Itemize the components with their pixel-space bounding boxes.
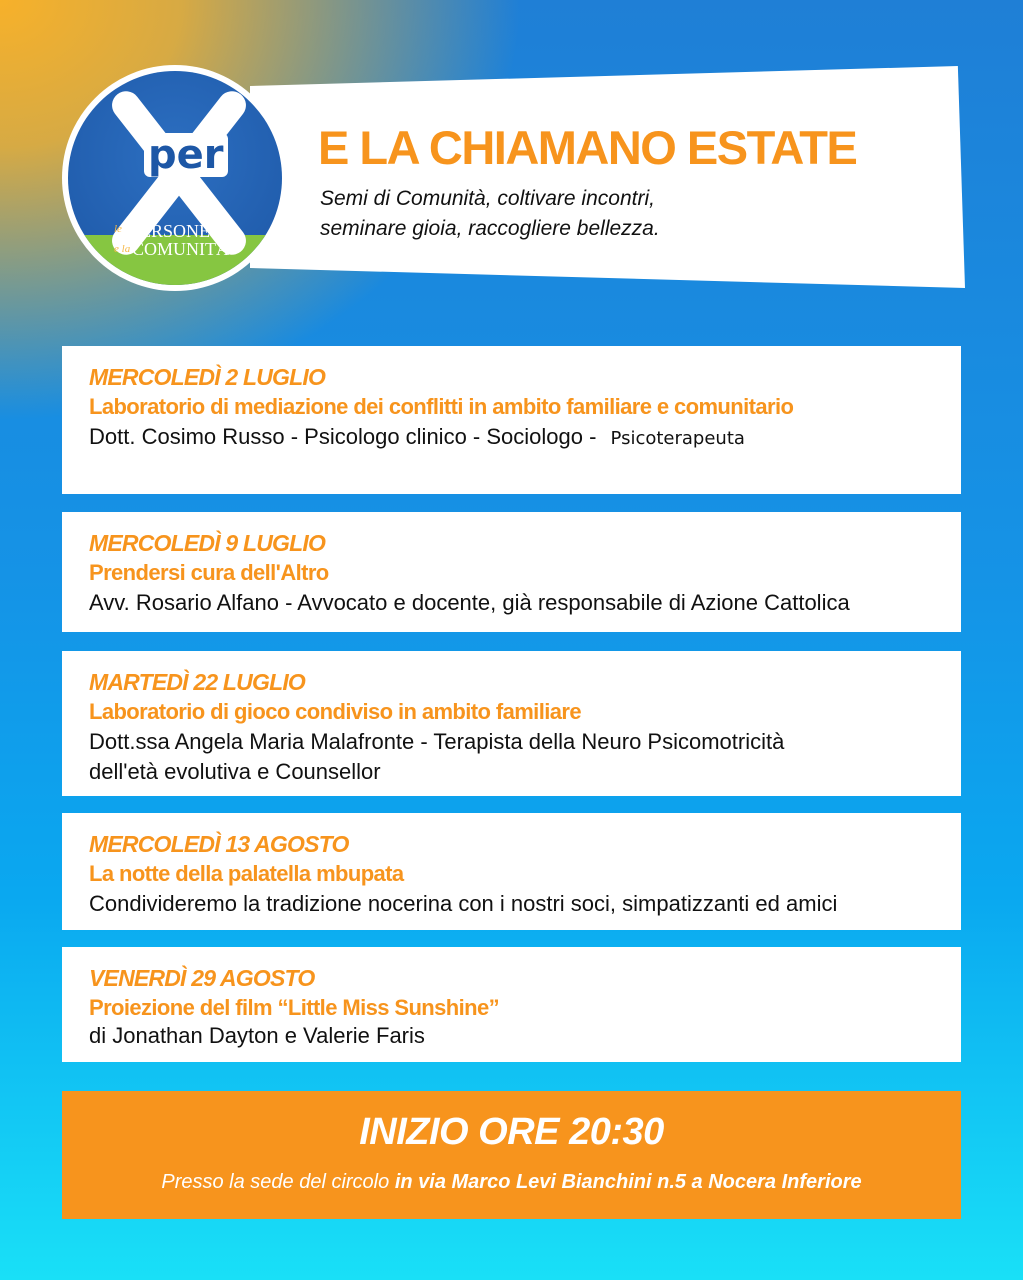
event-title: Laboratorio di mediazione dei conflitti in ambito familiare e comunitario	[89, 394, 794, 419]
event-date: MERCOLEDÌ 9 LUGLIO	[89, 530, 326, 556]
event-description	[89, 588, 949, 618]
start-time: INIZIO ORE 20:30	[359, 1111, 664, 1153]
page-title: E LA CHIAMANO ESTATE	[318, 121, 857, 174]
venue-prefix: Presso la sede del circolo	[161, 1171, 390, 1193]
event-card	[62, 813, 961, 930]
event-title: Proiezione del film “Little Miss Sunshine”	[89, 995, 499, 1020]
page-subtitle	[320, 184, 880, 244]
event-title: Laboratorio di gioco condiviso in ambito familiare	[89, 699, 581, 724]
per-le-persone-logo	[62, 65, 288, 291]
event-title: La notte della palatella mbupata	[89, 861, 404, 886]
event-description	[89, 422, 949, 454]
event-date: VENERDÌ 29 AGOSTO	[89, 965, 315, 991]
header-banner	[250, 66, 965, 288]
event-description	[89, 889, 949, 919]
event-description-text: Condivideremo la tradizione nocerina con i nostri soci, simpatizzanti ed amici	[89, 891, 838, 916]
event-description-text: Dott. Cosimo Russo - Psicologo clinico - Sociologo -	[89, 424, 597, 449]
event-card	[62, 947, 961, 1062]
event-title: Prendersi cura dell'Altro	[89, 560, 329, 585]
event-description	[89, 727, 949, 787]
event-description-text: di Jonathan Dayton e Valerie Faris	[89, 1023, 425, 1048]
event-date: MARTEDÌ 22 LUGLIO	[89, 669, 305, 695]
venue-location	[62, 1171, 961, 1194]
footer-banner	[62, 1091, 961, 1219]
event-date: MERCOLEDÌ 2 LUGLIO	[89, 364, 326, 390]
event-description-text: Avv. Rosario Alfano - Avvocato e docente, già responsabile di Azione Cattolica	[89, 590, 850, 615]
event-description-line: Dott.ssa Angela Maria Malafronte - Terapista della Neuro Psicomotricità	[89, 729, 785, 754]
venue-address: in via Marco Levi Bianchini n.5 a Nocera Inferiore	[394, 1171, 862, 1193]
event-card	[62, 346, 961, 494]
event-description-line: dell'età evolutiva e Counsellor	[89, 759, 381, 784]
logo-ela-text: e la	[114, 243, 131, 255]
subtitle-line: seminare gioia, raccogliere bellezza.	[320, 217, 660, 240]
event-date: MERCOLEDÌ 13 AGOSTO	[89, 831, 349, 857]
event-description-extra: Psicoterapeuta	[610, 428, 745, 449]
logo-le-text: le	[114, 223, 122, 235]
logo-persone-text: PERSONE	[130, 221, 211, 241]
logo-comunita-text: COMUNITÀ	[132, 239, 229, 259]
logo-per-text: per	[144, 133, 228, 177]
event-card	[62, 512, 961, 632]
logo-badge	[68, 71, 282, 285]
subtitle-line: Semi di Comunità, coltivare incontri,	[320, 187, 655, 210]
event-card	[62, 651, 961, 796]
event-description	[89, 1021, 949, 1051]
